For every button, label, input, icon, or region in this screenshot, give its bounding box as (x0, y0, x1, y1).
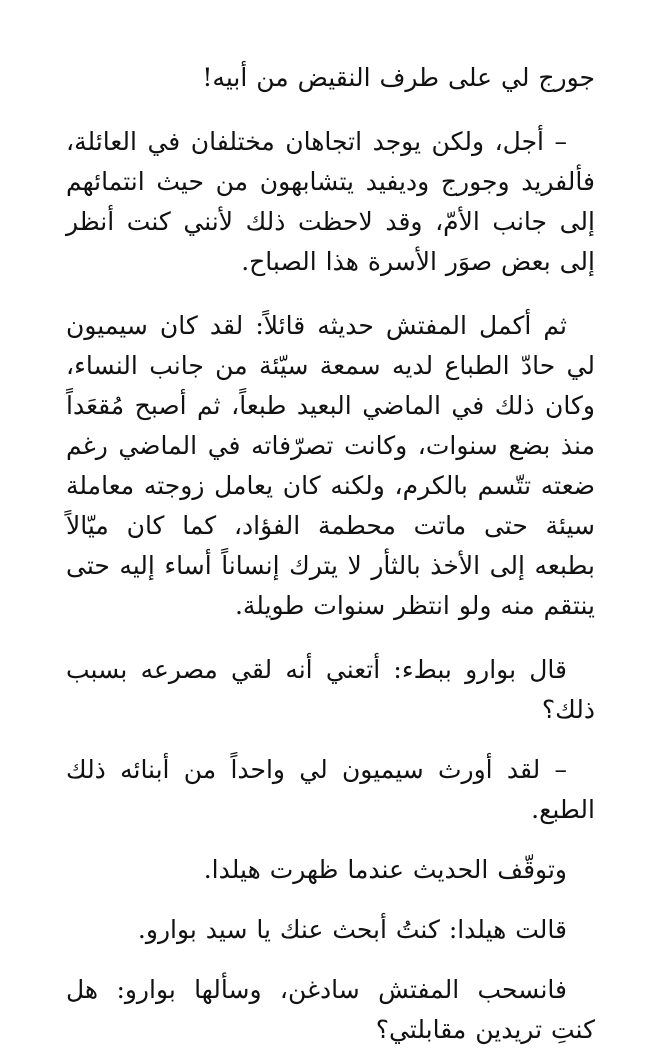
paragraph-7: قالت هيلدا: كنتُ أبحث عنك يا سيد بوارو. (137, 915, 567, 944)
paragraph-8: فانسحب المفتش سادغن، وسألها بوارو: هل كنتِ تريدين مقابلتي؟ (66, 975, 595, 1044)
paragraph-5: – لقد أورث سيميون لي واحداً من أبنائه ذلك الطبع. (66, 755, 595, 824)
paragraph-4: قال بوارو ببطء: أتعني أنه لقي مصرعه بسبب ذلك؟ (66, 655, 595, 724)
paragraph-1: جورج لي على طرف النقيض من أبيه! (202, 63, 595, 92)
paragraph-3: ثم أكمل المفتش حديثه قائلاً: لقد كان سيميون لي حادّ الطباع لديه سمعة سيّئة من جانب النساء، وكان ذلك في الماضي البعيد طبعاً، ثم أصبح مُقعَداً منذ بضع سنوات، وكانت تصرّفاته في الماضي رغم ضعته تتّسم بالكرم، ولكنه كان يعامل زوجته معاملة سيئة حتى ماتت محطمة الفؤاد، كما كان ميّالاً بطبعه إلى الأخذ بالثأر لا يترك إنساناً أساء إليه حتى ينتقم منه ولو انتظر سنوات طويلة. (66, 311, 595, 620)
paragraph-6: وتوقّف الحديث عندما ظهرت هيلدا. (203, 855, 567, 884)
paragraph-2: – أجل، ولكن يوجد اتجاهان مختلفان في العائلة، فألفريد وجورج وديفيد يتشابهون من حيث انتمائهم إلى جانب الأمّ، وقد لاحظت ذلك لأنني كنت أنظر إلى بعض صوَر الأسرة هذا الصباح. (66, 127, 595, 276)
